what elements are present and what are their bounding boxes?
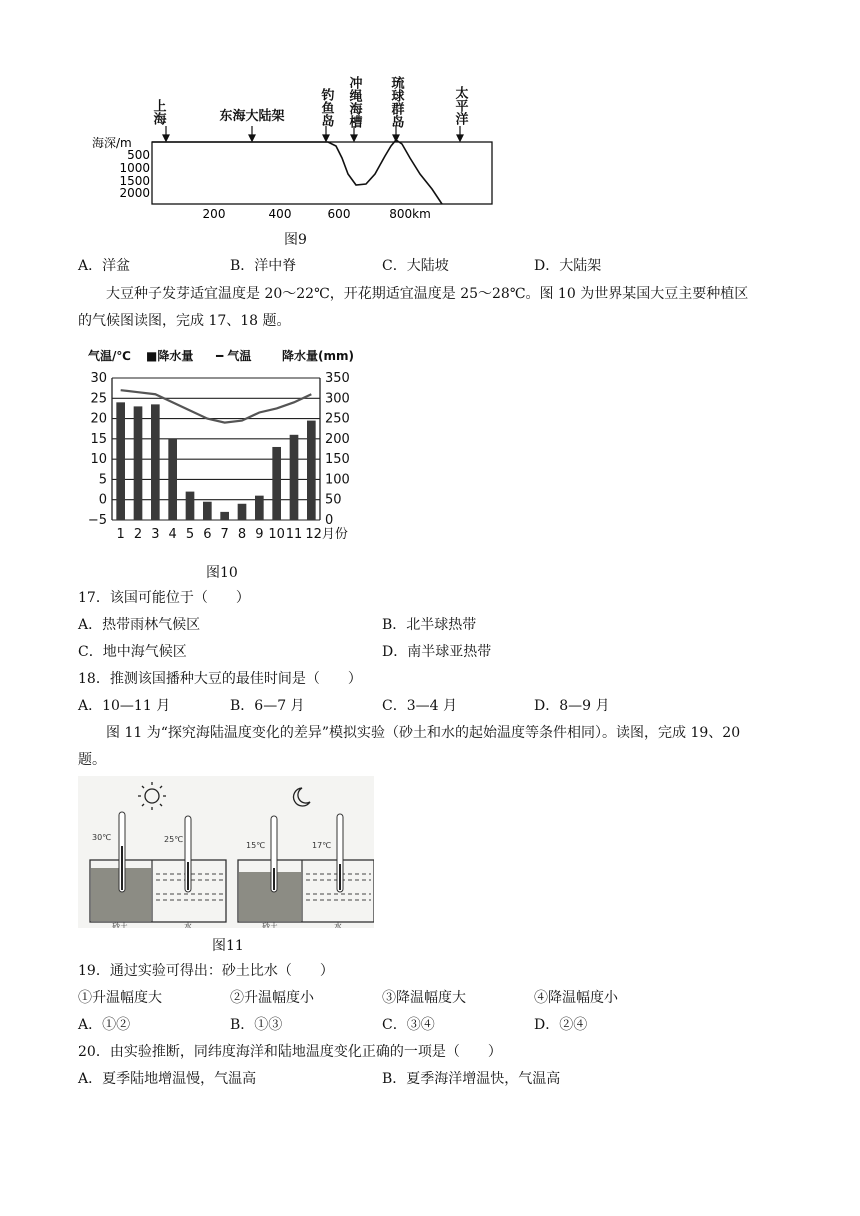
depth-tick: 2000 (119, 186, 150, 200)
temp-tick: 5 (98, 472, 107, 488)
intro-19-20-line2: 题。 (78, 752, 106, 768)
temperature-line (121, 390, 312, 422)
precip-tick: 250 (325, 411, 350, 427)
night-water-temp: 17℃ (312, 841, 332, 850)
month-tick: 3 (151, 527, 160, 542)
temp-tick: 20 (90, 411, 107, 427)
night-water-label: 水 (334, 922, 342, 928)
precip-bar (255, 496, 264, 520)
precip-bar (307, 421, 316, 520)
q18-stem: 18．推测该国播种大豆的最佳时间是（ ） (78, 671, 362, 687)
precip-tick: 200 (325, 431, 350, 447)
precip-bar (272, 447, 281, 520)
day-sand-label: 砂土 (112, 922, 128, 928)
q16-option-d: D．大陆架 (534, 258, 602, 274)
q18-option-d: D．8—9 月 (534, 698, 610, 714)
precip-tick: 0 (325, 513, 334, 528)
place-ryukyu: 琉球群岛 (388, 76, 404, 128)
month-tick: 9 (255, 527, 264, 542)
day-water-label: 水 (184, 922, 192, 928)
precip-tick: 150 (325, 452, 350, 468)
distance-tick: 200 (202, 207, 226, 221)
depth-tick: 1000 (119, 161, 150, 175)
q19-option-c: C．③④ (382, 1017, 435, 1033)
month-tick: 8 (237, 527, 247, 542)
day-container (90, 812, 226, 922)
intro-19-20-line1: 图 11 为“探究海陆温度变化的差异”模拟实验（砂土和水的起始温度等条件相同）。读图，完成 19、20 (106, 725, 741, 741)
moon-icon (294, 788, 310, 806)
distance-tick: 800km (389, 207, 431, 221)
q16-option-a: A．洋盆 (78, 258, 131, 274)
intro-17-18-line1: 大豆种子发芽适宜温度是 20～22℃，开花期适宜温度是 25～28℃。图 10 为世界某国大豆主要种植区 (106, 286, 749, 302)
temp-tick: 25 (90, 391, 107, 407)
depth-tick: 500 (127, 148, 150, 162)
figure-10-caption: 图10 (206, 565, 238, 581)
q19-option-d: D．②④ (534, 1017, 588, 1033)
legend-precip: ■降水量 (146, 349, 194, 363)
figure-11-caption: 图11 (212, 938, 244, 954)
distance-tick: 400 (268, 207, 292, 221)
q19-stem: 19．通过实验可得出：砂土比水（ ） (78, 963, 334, 979)
q17-option-b: B．北半球热带 (382, 617, 477, 633)
figure-9 (80, 72, 520, 222)
month-tick: 12月份 (305, 527, 348, 542)
legend-temp: ━ 气温 (216, 349, 252, 363)
figure-11 (78, 776, 374, 928)
month-tick: 1 (116, 527, 125, 542)
night-sand-label: 砂土 (262, 922, 278, 928)
temp-tick: 10 (90, 452, 107, 468)
q16-option-c: C．大陆坡 (382, 258, 449, 274)
seafloor-profile-diagram (80, 72, 520, 222)
place-okinawa-trough: 冲绳海槽 (346, 76, 362, 128)
seafloor-profile-line (152, 140, 442, 204)
precip-bar (238, 504, 247, 520)
night-sand-temp: 15℃ (246, 841, 266, 850)
month-tick: 5 (185, 527, 195, 542)
left-axis-title: 气温/℃ (88, 349, 131, 363)
right-axis-title: 降水量(mm) (282, 349, 354, 363)
q17-option-d: D．南半球亚热带 (382, 644, 492, 660)
precip-bar (168, 439, 177, 520)
day-sand-temp: 30℃ (92, 833, 112, 842)
place-diaoyu: 钓鱼岛 (318, 88, 334, 127)
precip-tick: 100 (325, 472, 350, 488)
temp-tick: 15 (90, 431, 107, 447)
figure-9-caption: 图9 (284, 232, 307, 248)
temp-tick: 30 (90, 371, 107, 386)
month-tick: 2 (133, 527, 143, 542)
precip-bar (203, 502, 212, 520)
month-tick: 4 (168, 527, 177, 542)
q18-option-b: B．6—7 月 (230, 698, 305, 714)
q19-option-a: A．①② (78, 1017, 131, 1033)
climate-chart (80, 342, 370, 552)
q20-option-b: B．夏季海洋增温快，气温高 (382, 1071, 561, 1087)
day-water-temp: 25℃ (164, 835, 184, 844)
night-container (238, 814, 374, 922)
precip-tick: 300 (325, 391, 350, 407)
precip-bar (116, 402, 125, 520)
depth-axis-label: 海深/m (92, 136, 132, 150)
q20-option-a: A．夏季陆地增温慢，气温高 (78, 1071, 257, 1087)
depth-tick: 1500 (119, 174, 150, 188)
precip-bar (151, 404, 160, 520)
q16-option-b: B．洋中脊 (230, 258, 297, 274)
place-continental-shelf: 东海大陆架 (219, 109, 285, 124)
experiment-illustration (78, 776, 374, 928)
q17-option-a: A．热带雨林气候区 (78, 617, 201, 633)
q17-stem: 17．该国可能位于（ ） (78, 590, 250, 606)
month-tick: 6 (203, 527, 212, 542)
q19-choice-1: ①升温幅度大 (78, 990, 162, 1006)
precip-bar (290, 435, 299, 520)
sun-icon (138, 782, 166, 810)
q19-choice-2: ②升温幅度小 (230, 990, 314, 1006)
month-tick: 10 (268, 527, 285, 542)
figure-10 (80, 342, 370, 552)
q19-choice-4: ④降温幅度小 (534, 990, 618, 1006)
intro-17-18-line2: 的气候图读图，完成 17、18 题。 (78, 313, 291, 329)
place-shanghai: 上海 (150, 99, 166, 125)
precip-bar (220, 512, 229, 520)
distance-tick: 600 (327, 207, 351, 221)
precip-bar (134, 406, 143, 520)
temp-tick: −5 (87, 513, 107, 528)
month-tick: 11 (285, 527, 303, 542)
q19-choice-3: ③降温幅度大 (382, 990, 466, 1006)
q19-option-b: B．①③ (230, 1017, 283, 1033)
q18-option-c: C．3—4 月 (382, 698, 457, 714)
temp-tick: 0 (98, 492, 107, 508)
precip-bar (186, 492, 195, 520)
month-tick: 7 (220, 527, 229, 542)
q17-option-c: C．地中海气候区 (78, 644, 187, 660)
q20-stem: 20．由实验推断，同纬度海洋和陆地温度变化正确的一项是（ ） (78, 1044, 502, 1060)
q18-option-a: A．10—11 月 (78, 698, 171, 714)
precip-tick: 350 (325, 371, 350, 386)
place-pacific: 太平洋 (452, 86, 468, 125)
precip-tick: 50 (325, 492, 342, 508)
